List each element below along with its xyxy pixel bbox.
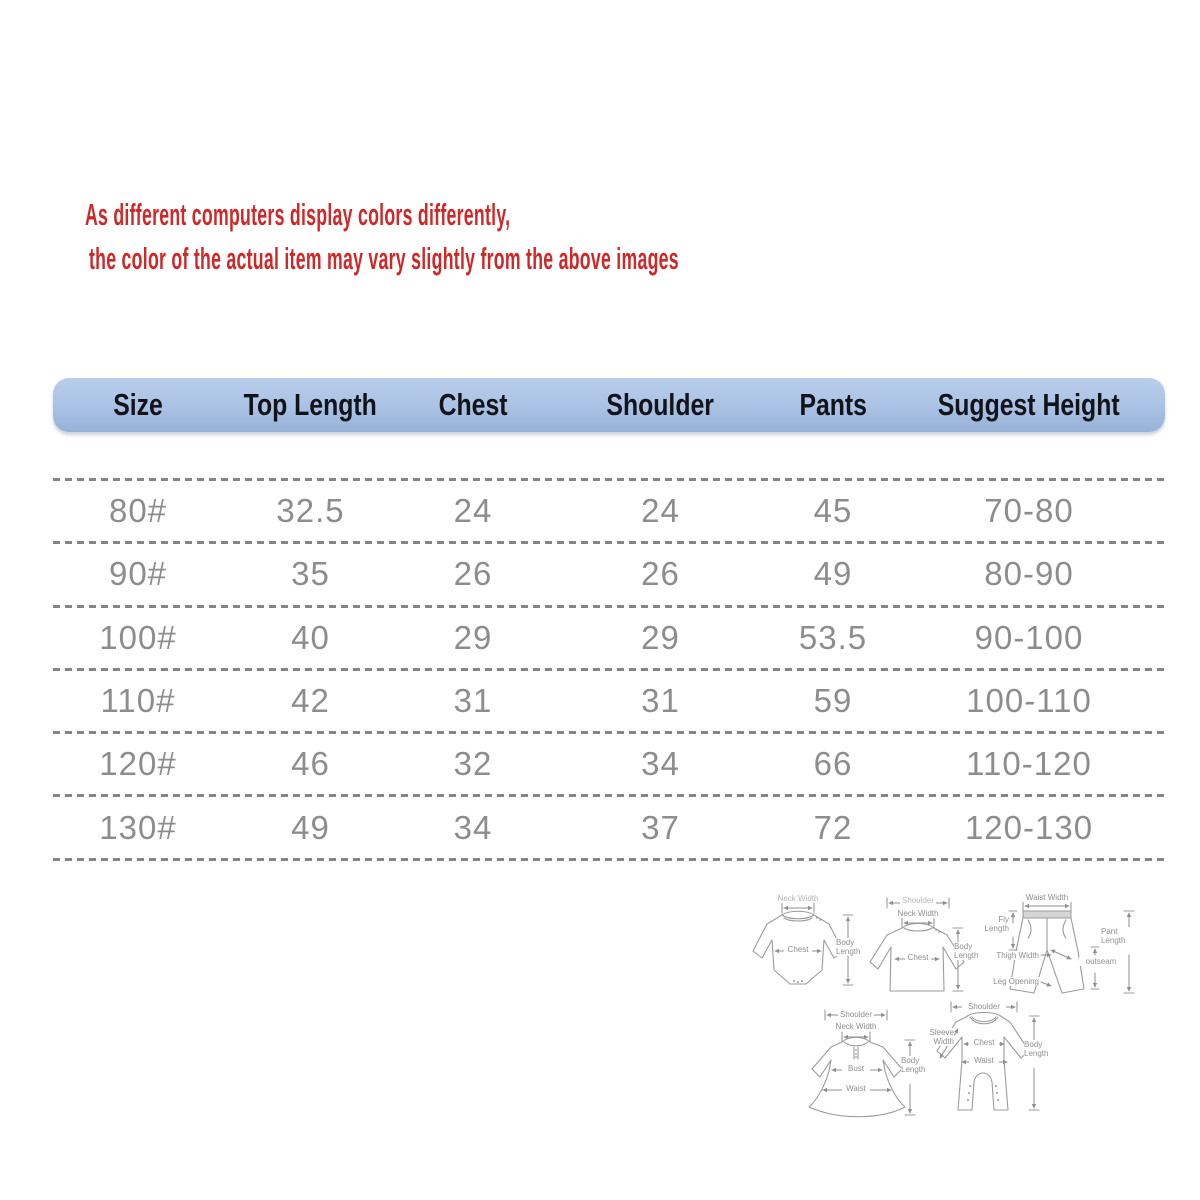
table-cell: 53.5 <box>798 618 868 656</box>
header-cell-shoulder: Shoulder <box>606 387 715 422</box>
table-cell: 70-80 <box>984 492 1074 530</box>
romper-drawing <box>920 1002 1050 1130</box>
table-cell: 42 <box>291 682 330 720</box>
romper-body-length-label: Body Length <box>1024 1040 1052 1058</box>
romper-collar <box>966 1013 1002 1024</box>
table-cell: 46 <box>291 745 330 783</box>
table-cell: 37 <box>641 808 680 846</box>
dress-outline <box>809 1042 905 1117</box>
table-cell: 90-100 <box>974 618 1084 656</box>
header-cell-pants: Pants <box>799 387 867 422</box>
table-cell: 130# <box>99 808 177 846</box>
table-cell: 26 <box>453 555 493 593</box>
table-cell: 29 <box>641 618 680 656</box>
shirt-body-length-label: Body Length <box>954 942 981 960</box>
romper-diagram <box>920 1002 1050 1130</box>
header-cell-suggest-height: Suggest Height <box>938 387 1120 422</box>
size-chart-header <box>53 378 1165 432</box>
pants-thigh-width-label: Thigh Width <box>983 951 1039 960</box>
header-cell-size: Size <box>113 387 163 422</box>
romper-shoulder-label: Shoulder <box>962 1002 1006 1011</box>
table-cell: 35 <box>291 555 330 593</box>
table-cell: 120# <box>99 745 177 783</box>
table-row <box>53 671 1165 731</box>
table-cell: 24 <box>453 492 493 530</box>
table-cell: 49 <box>291 808 330 846</box>
measurement-diagrams <box>740 890 1180 1140</box>
bodysuit-neck-width-label: Neck Width <box>762 894 834 903</box>
table-cell: 24 <box>641 492 680 530</box>
shirt-shoulder-label: Shoulder <box>901 896 935 905</box>
dress-diagram <box>798 1010 926 1128</box>
dress-body-length-label: Body Length <box>901 1056 929 1074</box>
table-cell: 32 <box>453 745 493 783</box>
table-cell: 120-130 <box>964 808 1094 846</box>
shirt-neck-width-label: Neck Width <box>897 909 939 918</box>
bodysuit-chest-label: Chest <box>784 945 812 954</box>
table-cell: 100-110 <box>966 682 1092 720</box>
pants-drawing <box>983 893 1155 1005</box>
table-cell: 66 <box>813 745 853 783</box>
shirt-diagram <box>866 896 978 1004</box>
romper-sleeve-width-label: Sleeve Width <box>920 1028 954 1046</box>
table-cell: 29 <box>453 618 493 656</box>
disclaimer-line-2: the color of the actual item may vary slightly from the above images <box>89 241 679 276</box>
pants-fly-length-label: Fly Length <box>984 915 1009 933</box>
pants-outseam-label: outseam <box>1079 957 1123 966</box>
table-cell: 49 <box>813 555 853 593</box>
table-cell: 110# <box>100 682 176 720</box>
table-cell: 45 <box>813 492 853 530</box>
bodysuit-body-length-label: Body Length <box>836 938 863 956</box>
table-cell: 31 <box>641 682 680 720</box>
shirt-collar <box>902 924 934 932</box>
size-table-body <box>53 478 1165 861</box>
table-cell: 34 <box>641 745 680 783</box>
table-row <box>53 481 1165 541</box>
header-cell-chest: Chest <box>438 387 508 422</box>
header-cell-top-length: Top Length <box>243 387 378 422</box>
dress-waist-label: Waist <box>842 1084 870 1093</box>
dress-collar <box>842 1038 870 1046</box>
bodysuit-collar <box>782 911 814 921</box>
table-cell: 59 <box>813 682 853 720</box>
table-cell: 34 <box>453 808 493 846</box>
table-cell: 90# <box>108 555 168 593</box>
shirt-chest-label: Chest <box>905 953 931 962</box>
dress-bust-label: Bust <box>842 1064 870 1073</box>
table-cell: 72 <box>813 808 853 846</box>
table-cell: 40 <box>291 618 330 656</box>
table-cell: 31 <box>453 682 493 720</box>
disclaimer-line-1: As different computers display colors differently, <box>85 197 511 232</box>
table-cell: 110-120 <box>966 745 1092 783</box>
pants-pant-length-label: Pant Length <box>1101 927 1131 945</box>
table-cell: 32.5 <box>276 492 345 530</box>
bodysuit-diagram <box>748 894 860 996</box>
table-cell: 80-90 <box>984 555 1074 593</box>
row-divider <box>53 858 1165 861</box>
romper-waist-label: Waist <box>969 1056 999 1065</box>
table-row <box>53 734 1165 794</box>
table-cell: 26 <box>641 555 680 593</box>
table-cell: 80# <box>108 492 168 530</box>
table-row <box>53 544 1165 604</box>
dress-neck-width-label: Neck Width <box>835 1022 877 1031</box>
table-row <box>53 797 1165 857</box>
pants-waist-width-label: Waist Width <box>1013 893 1081 902</box>
pants-leg-opening-label: Leg Opening <box>983 977 1039 986</box>
table-row <box>53 608 1165 668</box>
pants-diagram <box>983 893 1155 1005</box>
dress-shoulder-label: Shoulder <box>839 1010 873 1019</box>
romper-chest-label: Chest <box>969 1038 999 1047</box>
table-cell: 100# <box>99 618 177 656</box>
